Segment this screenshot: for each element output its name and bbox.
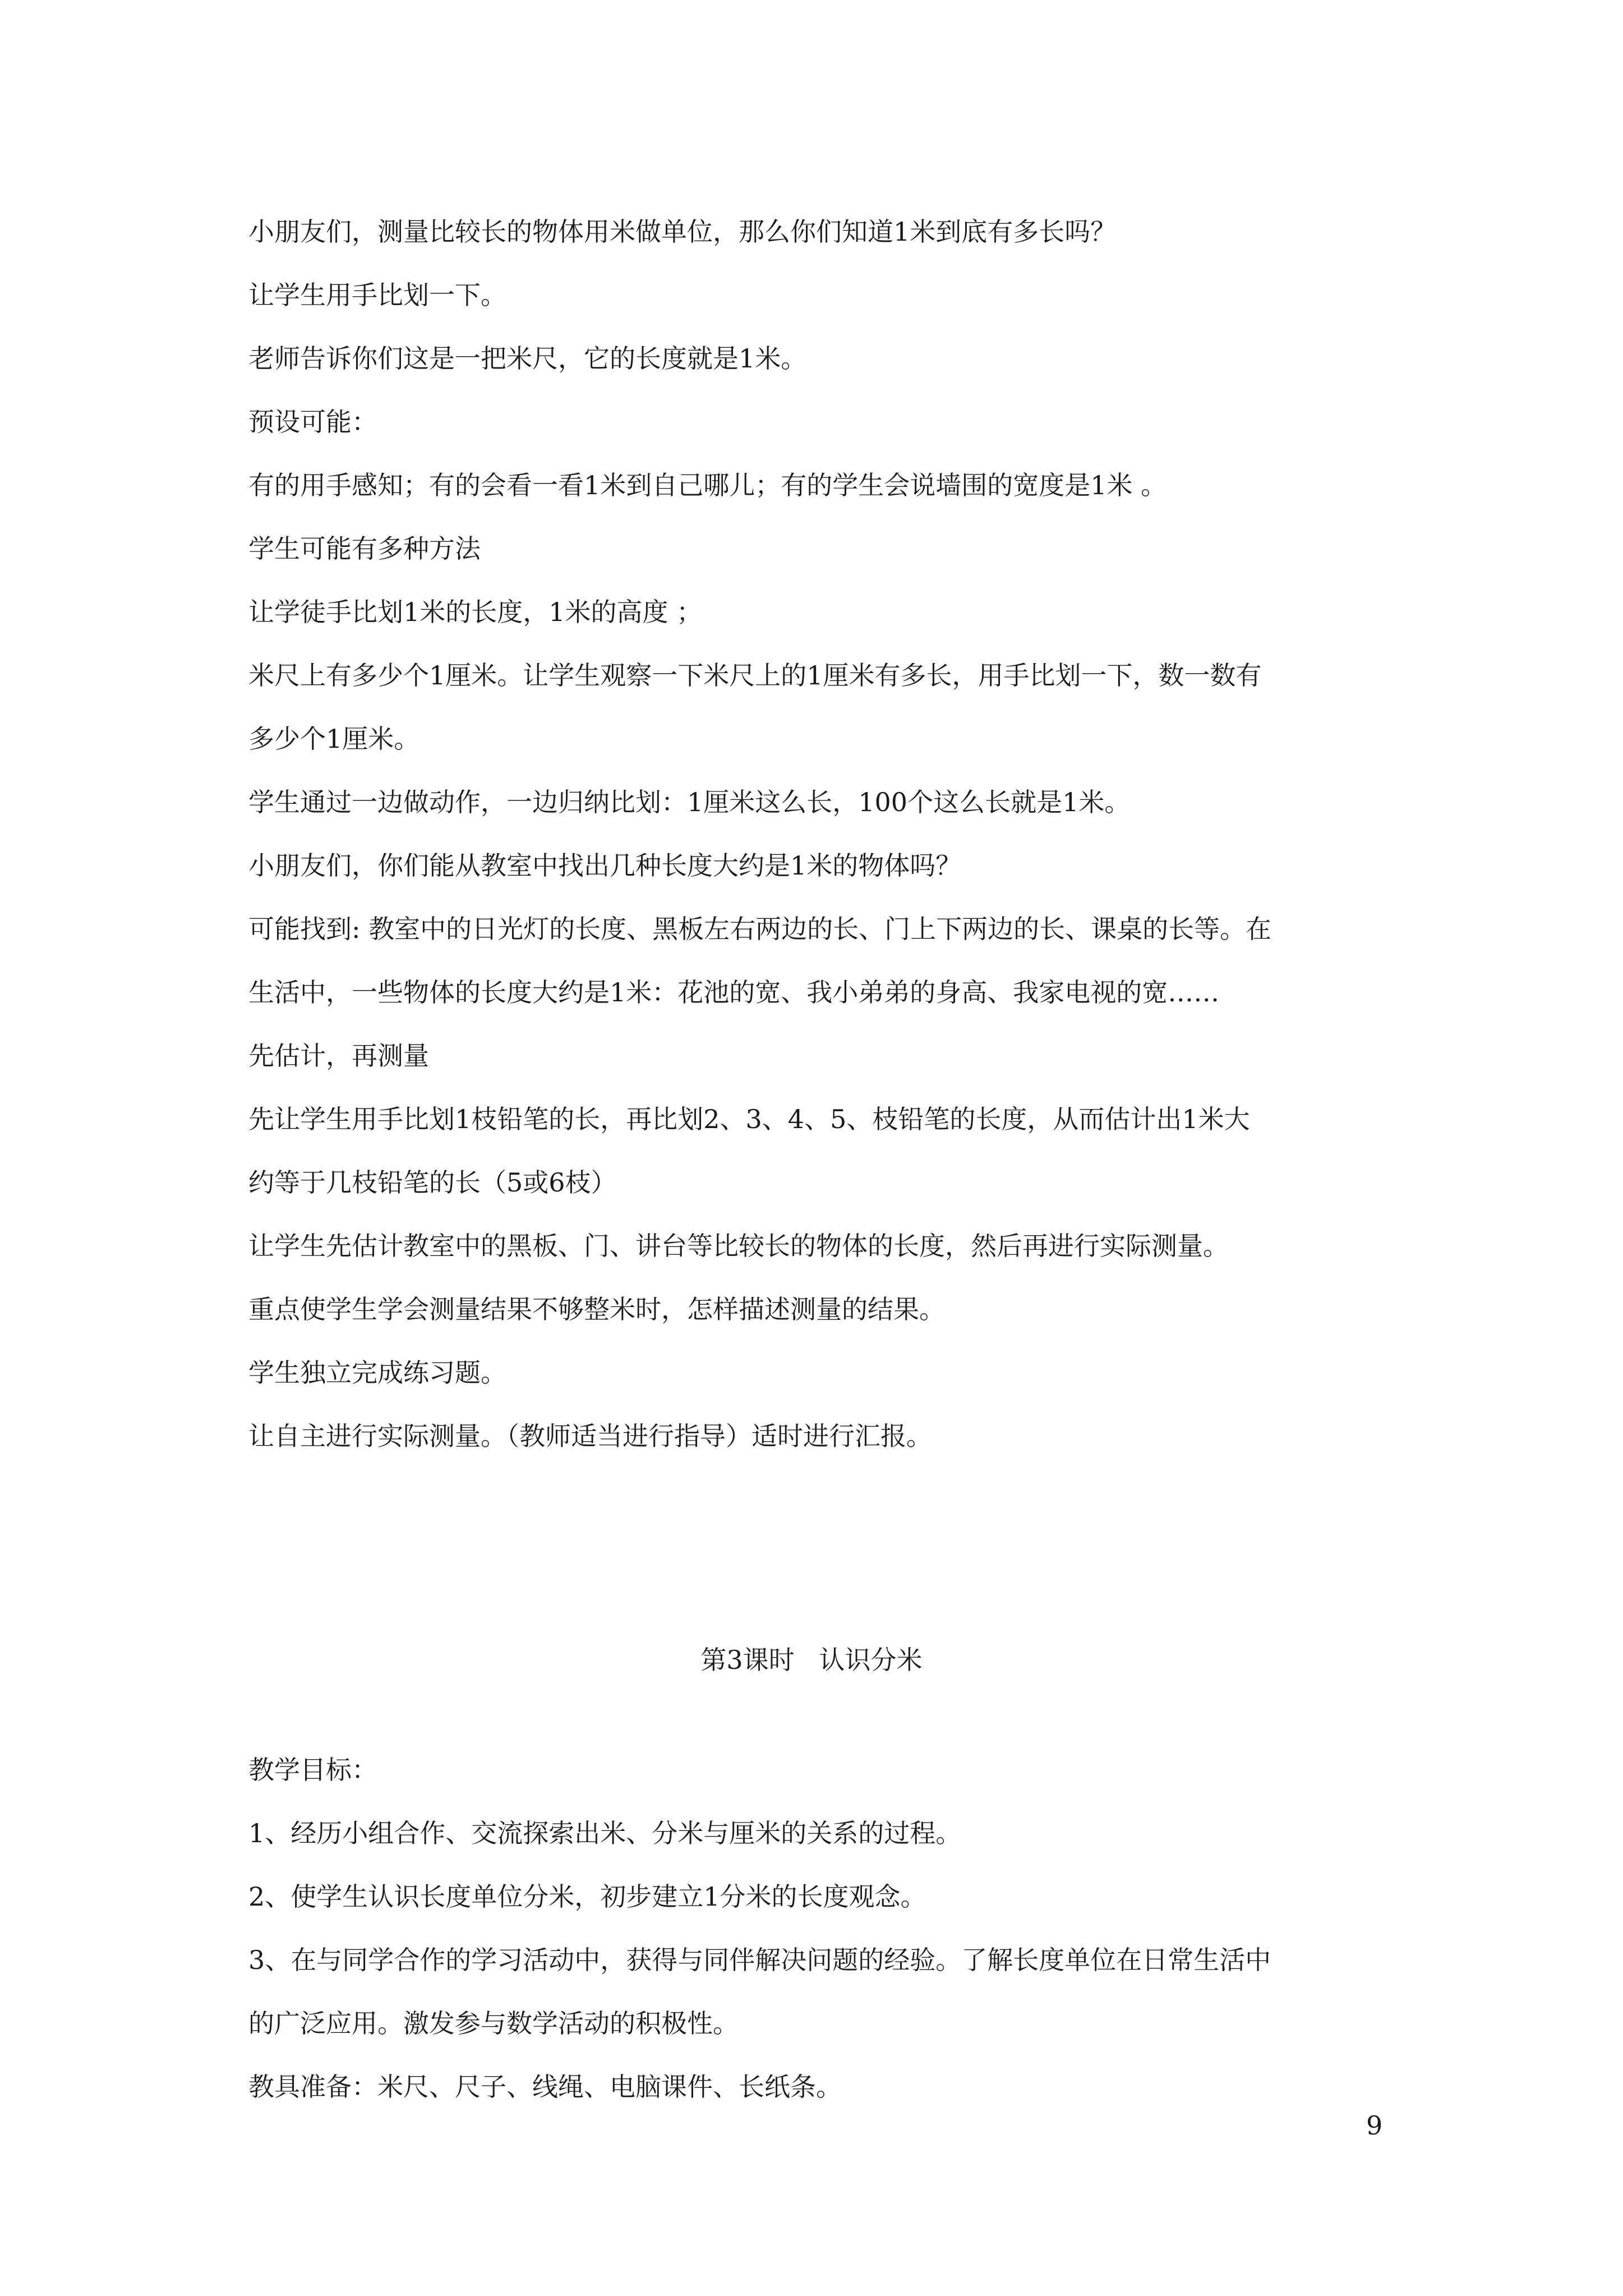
paragraph: 小朋友们，测量比较长的物体用米做单位，那么你们知道1米到底有多长吗？ [248, 217, 1117, 247]
paragraph: 先估计，再测量 [248, 1041, 429, 1071]
section-line: 2、使学生认识长度单位分米，初步建立1分米的长度观念。 [248, 1881, 926, 1912]
paragraph: 重点使学生学会测量结果不够整米时，怎样描述测量的结果。 [248, 1294, 945, 1324]
paragraph: 有的用手感知；有的会看一看1米到自己哪儿；有的学生会说墙围的宽度是1米 。 [248, 470, 1167, 500]
paragraph: 学生可能有多种方法 [248, 533, 481, 564]
paragraph: 生活中，一些物体的长度大约是1米：花池的宽、我小弟弟的身高、我家电视的宽…… [248, 977, 1220, 1007]
paragraph: 小朋友们，你们能从教室中找出几种长度大约是1米的物体吗？ [248, 850, 962, 881]
section-line: 教具准备：米尺、尺子、线绳、电脑课件、长纸条。 [248, 2072, 842, 2102]
paragraph: 预设可能： [248, 407, 377, 437]
paragraph: 让学生用手比划一下。 [248, 280, 506, 310]
paragraph: 先让学生用手比划1枝铅笔的长，再比划2、3、4、5、枝铅笔的长度，从而估计出1米大 [248, 1104, 1250, 1134]
page-number: 9 [1366, 2110, 1383, 2141]
paragraph: 学生通过一边做动作，一边归纳比划：1厘米这么长，100个这么长就是1米。 [248, 787, 1131, 817]
paragraph: 让学徒手比划1米的长度，1米的高度 ； [248, 597, 703, 627]
section-line: 的广泛应用。激发参与数学活动的积极性。 [248, 2008, 739, 2039]
paragraph: 可能找到: 教室中的日光灯的长度、黑板左右两边的长、门上下两边的长、课桌的长等。在 [248, 914, 1272, 944]
section-title: 第3课时 认识分米 [700, 1645, 923, 1675]
paragraph: 让学生先估计教室中的黑板、门、讲台等比较长的物体的长度，然后再进行实际测量。 [248, 1231, 1229, 1261]
section-line: 3、在与同学合作的学习活动中，获得与同伴解决问题的经验。了解长度单位在日常生活中 [248, 1945, 1271, 1975]
section-line: 教学目标： [248, 1755, 377, 1785]
paragraph: 米尺上有多少个1厘米。让学生观察一下米尺上的1厘米有多长，用手比划一下，数一数有 [248, 660, 1262, 691]
paragraph: 约等于几枝铅笔的长（5或6枝） [248, 1167, 617, 1198]
paragraph: 老师告诉你们这是一把米尺，它的长度就是1米。 [248, 343, 807, 374]
paragraph: 让自主进行实际测量。（教师适当进行指导）适时进行汇报。 [248, 1421, 932, 1451]
paragraph: 学生独立完成练习题。 [248, 1358, 506, 1388]
section-line: 1、经历小组合作、交流探索出米、分米与厘米的关系的过程。 [248, 1818, 962, 1848]
paragraph: 多少个1厘米。 [248, 724, 420, 754]
